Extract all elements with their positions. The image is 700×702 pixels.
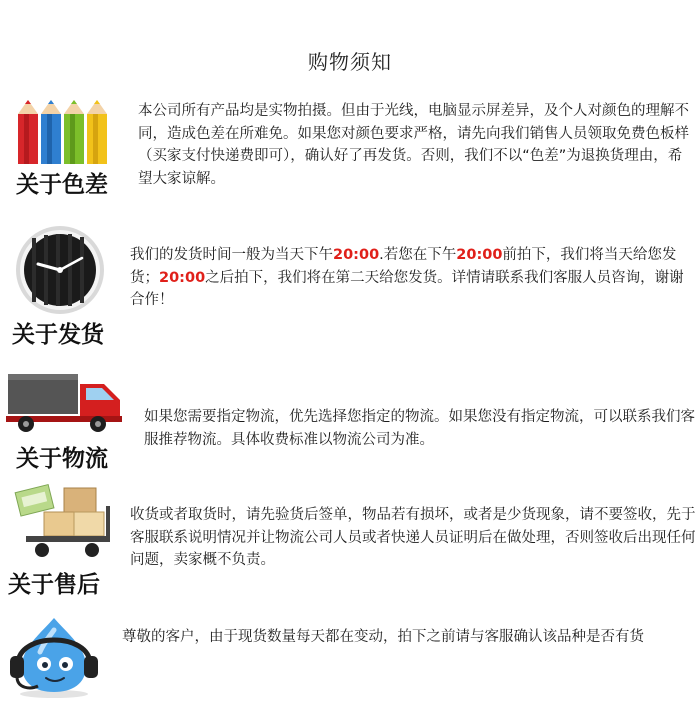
shipping-text-part: 之后拍下，我们将在第二天给您发货。详情请联系我们客服人员咨询，谢谢合作！ bbox=[130, 269, 684, 308]
section-label-shipping: 关于发货 bbox=[12, 322, 104, 348]
section-shipping bbox=[0, 222, 700, 352]
section-stock bbox=[0, 610, 700, 700]
section-label-color: 关于色差 bbox=[16, 172, 108, 198]
page-title: 购物须知 bbox=[308, 50, 392, 74]
section-text-stock: 尊敬的客户，由于现货数量每天都在变动，拍下之前请与客服确认该品种是否有货 bbox=[122, 629, 644, 645]
section-label-logistics: 关于物流 bbox=[16, 446, 108, 472]
section-label-aftersale: 关于售后 bbox=[8, 572, 100, 598]
shipping-time-highlight: 20:00 bbox=[159, 269, 206, 286]
headset-mascot-icon bbox=[4, 612, 104, 698]
clock-icon bbox=[14, 224, 106, 316]
section-text-shipping bbox=[130, 244, 696, 312]
truck-icon bbox=[6, 372, 126, 434]
section-color bbox=[0, 96, 700, 196]
shipping-text-part: 前拍下，我们将当天给您发货； bbox=[130, 247, 677, 286]
section-text-aftersale: 收货或者取货时，请先验货后签单，物品若有损坏，或者是少货现象，请不要签收，先于客服联系说明情况并让物流公司人员或者快递人员证明后在做处理，否则签收后出现任何问题，卖家概不负责。 bbox=[130, 507, 696, 568]
shipping-time-highlight: 20:00 bbox=[333, 247, 380, 263]
pencils-icon bbox=[14, 100, 112, 166]
shipping-time-highlight: 20:00 bbox=[456, 247, 503, 263]
section-text-logistics: 如果您需要指定物流，优先选择您指定的物流。如果您没有指定物流，可以联系我们客服推荐物流。具体收费标准以物流公司为准。 bbox=[144, 409, 695, 448]
shipping-text-part: .若您在下午 bbox=[379, 247, 457, 263]
shipping-text-part: 我们的发货时间一般为当天下午 bbox=[130, 247, 333, 263]
section-aftersale bbox=[0, 478, 700, 598]
boxes-cart-icon bbox=[6, 482, 116, 564]
section-logistics bbox=[0, 366, 700, 472]
section-text-color: 本公司所有产品均是实物拍摄。但由于光线，电脑显示屏差异，及个人对颜色的理解不同，造成色差在所难免。如果您对颜色要求严格，请先向我们销售人员领取免费色板样（买家支付快递费即可），确认好了再发货。否则，我们不以“色差”为退换货理由，希望大家谅解。 bbox=[138, 103, 689, 187]
